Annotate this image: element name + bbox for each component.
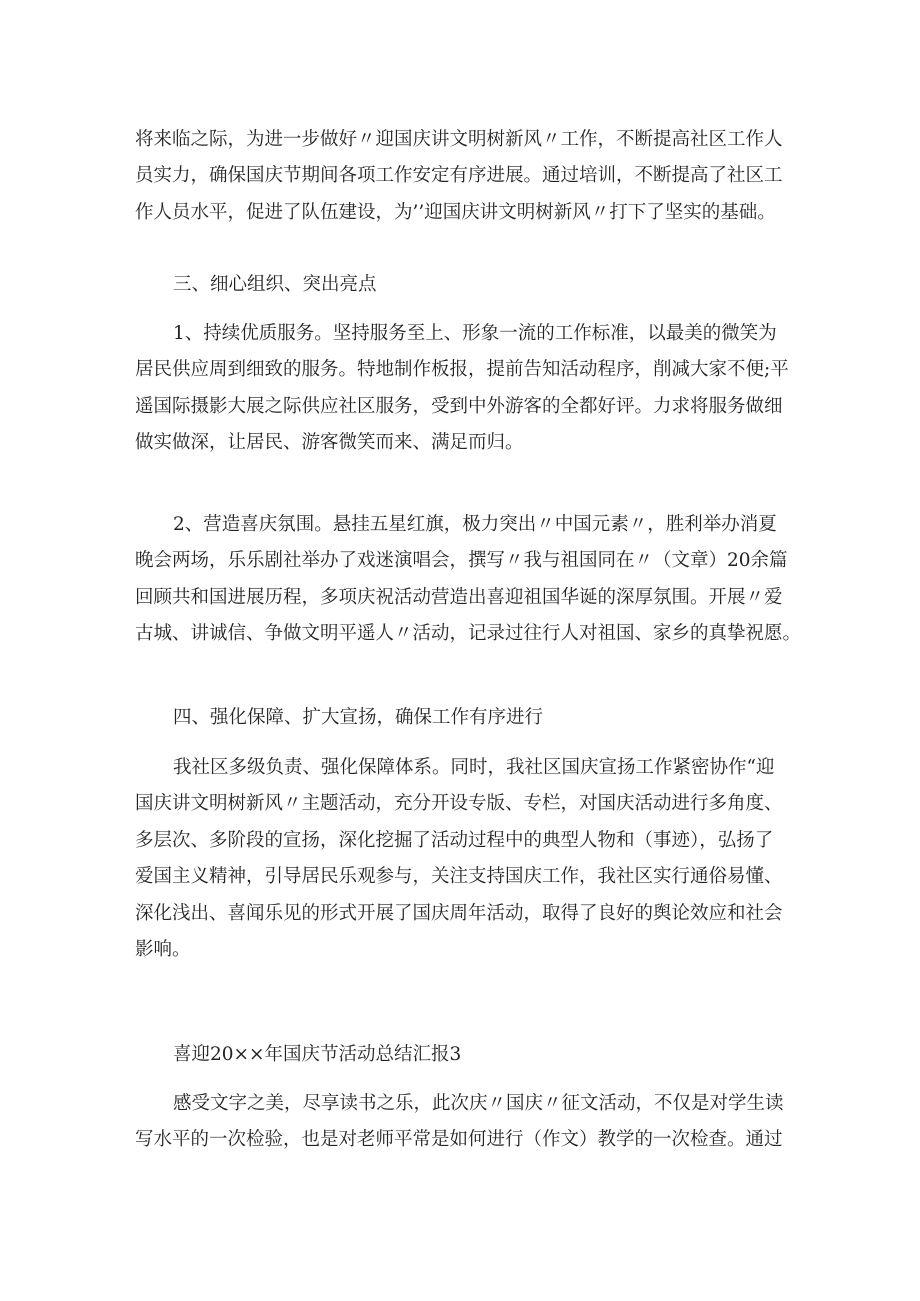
report-title <box>0 1037 920 1073</box>
text-line: 将来临之际，为进一步做好〃迎国庆讲文明树新风〃工作，不断提高社区工作人 <box>135 129 783 150</box>
text-line: 做实做深，让居民、游客微笑而来、满足而归。 <box>135 432 524 454</box>
text-line: 写水平的一次检验，也是对老师平常是如何进行（作文）教学的一次检查。通过 <box>135 1129 783 1151</box>
heading-text: 四、强化保障、扩大宣扬，确保工作有序进行 <box>173 707 544 728</box>
text-line: 国庆讲文明树新风〃主题活动，充分开设专版、专栏，对国庆活动进行多角度、 <box>135 793 783 815</box>
paragraph-service <box>0 316 920 462</box>
text-line: 遥国际摄影大展之际供应社区服务，受到中外游客的全都好评。力求将服务做细 <box>135 395 783 417</box>
paragraph-celebration <box>0 507 920 653</box>
text-line: 作人员水平，促进了队伍建设，为’’迎国庆讲文明树新风〃打下了坚实的基础。 <box>135 201 776 223</box>
paragraph-intro <box>0 122 920 231</box>
title-text: 喜迎20××年国庆节活动总结汇报3 <box>173 1044 462 1065</box>
text-line: 居民供应周到细致的服务。特地制作板报，提前告知活动程序，削减大家不便;平 <box>135 359 789 381</box>
section-heading-4 <box>0 700 920 736</box>
text-line: 晚会两场，乐乐剧社举办了戏迷演唱会，撰写〃我与祖国同在〃（文章）20余篇 <box>135 550 788 572</box>
text-line: 回顾共和国进展历程，多项庆祝活动营造出喜迎祖国华诞的深厚氛围。开展〃爱 <box>135 586 783 608</box>
heading-text: 三、细心组织、突出亮点 <box>173 274 377 295</box>
text-line: 古城、讲诚信、争做文明平遥人〃活动，记录过往行人对祖国、家乡的真挚祝愿。 <box>135 623 802 645</box>
text-line: 感受文字之美，尽享读书之乐，此次庆〃国庆〃征文活动，不仅是对学生读 <box>173 1093 784 1114</box>
section-heading-3 <box>0 267 920 303</box>
text-line: 我社区多级负责、强化保障体系。同时，我社区国庆宣扬工作紧密协作“迎 <box>173 757 775 778</box>
text-line: 1、持续优质服务。坚持服务至上、形象一流的工作标准，以最美的微笑为 <box>173 323 777 344</box>
text-line: 爱国主义精神，引导居民乐观参与，关注支持国庆工作，我社区实行通俗易懂、 <box>135 866 783 888</box>
paragraph-publicity <box>0 750 920 968</box>
text-line: 2、营造喜庆氛围。悬挂五星红旗，极力突出〃中国元素〃，胜利举办消夏 <box>173 514 777 535</box>
text-line: 员实力，确保国庆节期间各项工作安定有序进展。通过培训，不断提高了社区工 <box>135 165 783 187</box>
text-line: 深化浅出、喜闻乐见的形式开展了国庆周年活动，取得了良好的舆论效应和社会 <box>135 902 783 924</box>
paragraph-essay <box>0 1086 920 1159</box>
text-line: 多层次、多阶段的宣扬，深化挖掘了活动过程中的典型人物和（事迹），弘扬了 <box>135 829 774 851</box>
text-line: 影响。 <box>135 939 191 961</box>
